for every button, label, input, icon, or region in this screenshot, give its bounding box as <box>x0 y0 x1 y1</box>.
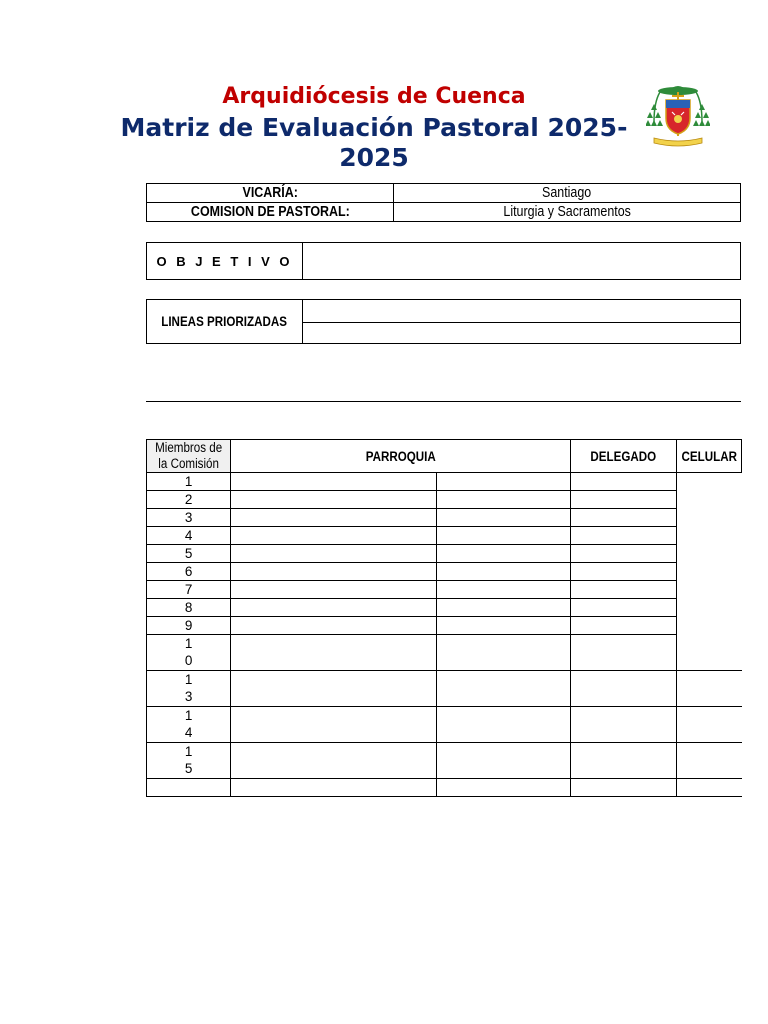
row-number: 6 <box>147 563 231 581</box>
celular-cell[interactable] <box>571 779 677 797</box>
parroquia-cell[interactable] <box>231 707 436 743</box>
vicaria-table <box>146 183 741 222</box>
parroquia-cell[interactable] <box>231 743 436 779</box>
parroquia-cell[interactable] <box>231 671 436 707</box>
parroquia-cell[interactable] <box>231 527 436 545</box>
table-row <box>147 473 757 491</box>
lineas-priorizadas-box <box>146 299 741 344</box>
parroquia-cell[interactable] <box>231 617 436 635</box>
celular-cell[interactable] <box>571 617 677 635</box>
lineas-field-2[interactable] <box>303 323 740 343</box>
parroquia-cell[interactable] <box>231 599 436 617</box>
archdiocese-coat-of-arms-icon <box>646 82 710 148</box>
table-row <box>147 617 757 635</box>
members-table <box>146 439 756 797</box>
table-row <box>147 779 757 797</box>
delegado-cell[interactable] <box>436 527 571 545</box>
celular-cell[interactable] <box>571 743 677 779</box>
archdiocese-title: Arquidiócesis de Cuenca <box>222 84 526 109</box>
vicaria-value[interactable]: Santiago <box>394 184 741 203</box>
delegado-cell[interactable] <box>436 617 571 635</box>
delegado-cell[interactable] <box>436 671 571 707</box>
table-row <box>147 527 757 545</box>
objetivo-field[interactable] <box>303 243 740 279</box>
table-row <box>147 491 757 509</box>
row-number: 1 0 <box>147 635 231 671</box>
parroquia-cell[interactable] <box>231 779 436 797</box>
objetivo-label: O B J E T I V O <box>147 243 303 279</box>
delegado-cell[interactable] <box>436 743 571 779</box>
delegado-cell[interactable] <box>436 599 571 617</box>
vicaria-label: VICARÍA: <box>147 184 394 203</box>
parroquia-cell[interactable] <box>231 491 436 509</box>
delegado-cell[interactable] <box>436 581 571 599</box>
lineas-label: LINEAS PRIORIZADAS <box>147 300 303 343</box>
comision-value[interactable]: Liturgia y Sacramentos <box>394 203 741 222</box>
parroquia-cell[interactable] <box>231 581 436 599</box>
celular-cell[interactable] <box>571 599 677 617</box>
table-row <box>147 581 757 599</box>
comision-row <box>147 203 741 222</box>
parroquia-cell[interactable] <box>231 635 436 671</box>
row-number: 5 <box>147 545 231 563</box>
table-row <box>147 635 757 671</box>
row-number: 8 <box>147 599 231 617</box>
celular-cell[interactable] <box>571 527 677 545</box>
celular-cell[interactable] <box>571 509 677 527</box>
delegado-cell[interactable] <box>436 779 571 797</box>
delegado-cell[interactable] <box>436 563 571 581</box>
delegado-cell[interactable] <box>436 473 571 491</box>
table-row <box>147 599 757 617</box>
celular-cell[interactable] <box>571 491 677 509</box>
table-row <box>147 671 757 707</box>
row-number: 4 <box>147 527 231 545</box>
vicaria-row <box>147 184 741 203</box>
parroquia-cell[interactable] <box>231 563 436 581</box>
lineas-field-1[interactable] <box>303 300 740 322</box>
matrix-title: Matriz de Evaluación Pastoral 2025-2025 <box>120 113 628 172</box>
table-row <box>147 545 757 563</box>
celular-cell[interactable] <box>571 707 677 743</box>
row-number: 9 <box>147 617 231 635</box>
row-number: 1 5 <box>147 743 231 779</box>
delegado-cell[interactable] <box>436 635 571 671</box>
row-number: 1 <box>147 473 231 491</box>
row-number: 7 <box>147 581 231 599</box>
celular-cell[interactable] <box>571 545 677 563</box>
celular-cell[interactable] <box>571 581 677 599</box>
celular-cell[interactable] <box>571 473 677 491</box>
delegado-cell[interactable] <box>436 491 571 509</box>
separator-line <box>146 401 741 402</box>
delegado-cell[interactable] <box>436 509 571 527</box>
members-header-row <box>147 440 757 473</box>
table-row <box>147 509 757 527</box>
row-number: 2 <box>147 491 231 509</box>
parroquia-cell[interactable] <box>231 473 436 491</box>
delegado-cell[interactable] <box>436 545 571 563</box>
row-number: 3 <box>147 509 231 527</box>
comision-label: COMISION DE PASTORAL: <box>147 203 394 222</box>
table-row <box>147 563 757 581</box>
celular-cell[interactable] <box>571 635 677 671</box>
objetivo-box <box>146 242 741 280</box>
header-delegado: DELEGADO <box>571 440 677 473</box>
row-number <box>147 779 231 797</box>
table-row <box>147 707 757 743</box>
row-number: 1 3 <box>147 671 231 707</box>
parroquia-cell[interactable] <box>231 509 436 527</box>
header-celular: CELULAR <box>676 440 742 473</box>
celular-cell[interactable] <box>571 563 677 581</box>
celular-cell[interactable] <box>571 671 677 707</box>
members-side-label: Miembros de la Comisión <box>147 440 231 473</box>
parroquia-cell[interactable] <box>231 545 436 563</box>
table-row <box>147 743 757 779</box>
header-parroquia: PARROQUIA <box>231 440 571 473</box>
delegado-cell[interactable] <box>436 707 571 743</box>
row-number: 1 4 <box>147 707 231 743</box>
